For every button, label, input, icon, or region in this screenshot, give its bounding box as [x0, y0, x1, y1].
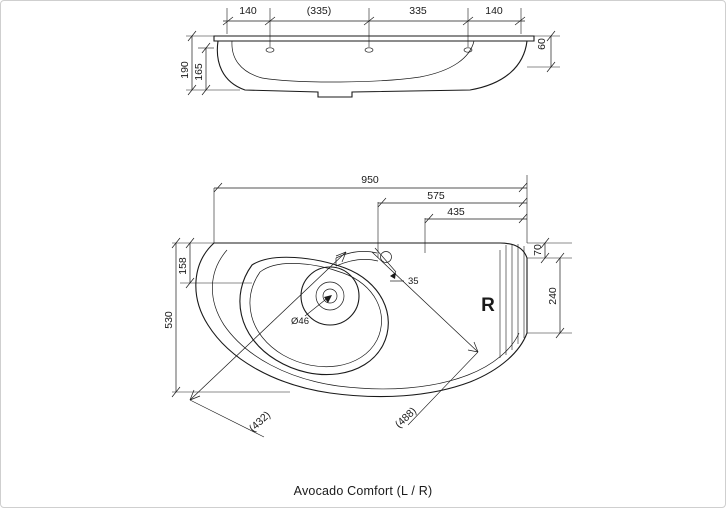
plan-diag-488: (488): [392, 405, 420, 431]
plan-dim-240: 240: [547, 287, 559, 305]
plan-dim-diameter: Ø46: [291, 316, 309, 327]
plan-dim-35: 35: [408, 276, 419, 287]
plan-dim-950: 950: [361, 174, 379, 186]
plan-dim-575: 575: [427, 190, 445, 202]
side-dim-140-right: 140: [485, 5, 503, 17]
side-dim-335-paren: (335): [306, 5, 332, 17]
side-dim-190: 190: [179, 61, 191, 79]
side-dim-335: 335: [409, 5, 427, 17]
plan-diag-432: (432): [246, 409, 274, 435]
right-edge-hatching: [500, 244, 524, 358]
side-dim-140-left: 140: [239, 5, 257, 17]
page-caption: Avocado Comfort (L / R): [293, 484, 433, 498]
plan-dim-70: 70: [532, 244, 544, 256]
side-dim-60: 60: [536, 38, 548, 50]
hand-label-r: R: [481, 295, 495, 316]
plan-dim-435: 435: [447, 206, 465, 218]
plan-view: [163, 174, 572, 437]
side-elevation-view: [179, 5, 560, 97]
diag-right-line: [372, 252, 478, 352]
plan-dim-530: 530: [163, 311, 175, 329]
plan-dim-158: 158: [177, 257, 189, 275]
side-dim-165: 165: [193, 63, 205, 81]
diag-left-line: [190, 252, 346, 400]
